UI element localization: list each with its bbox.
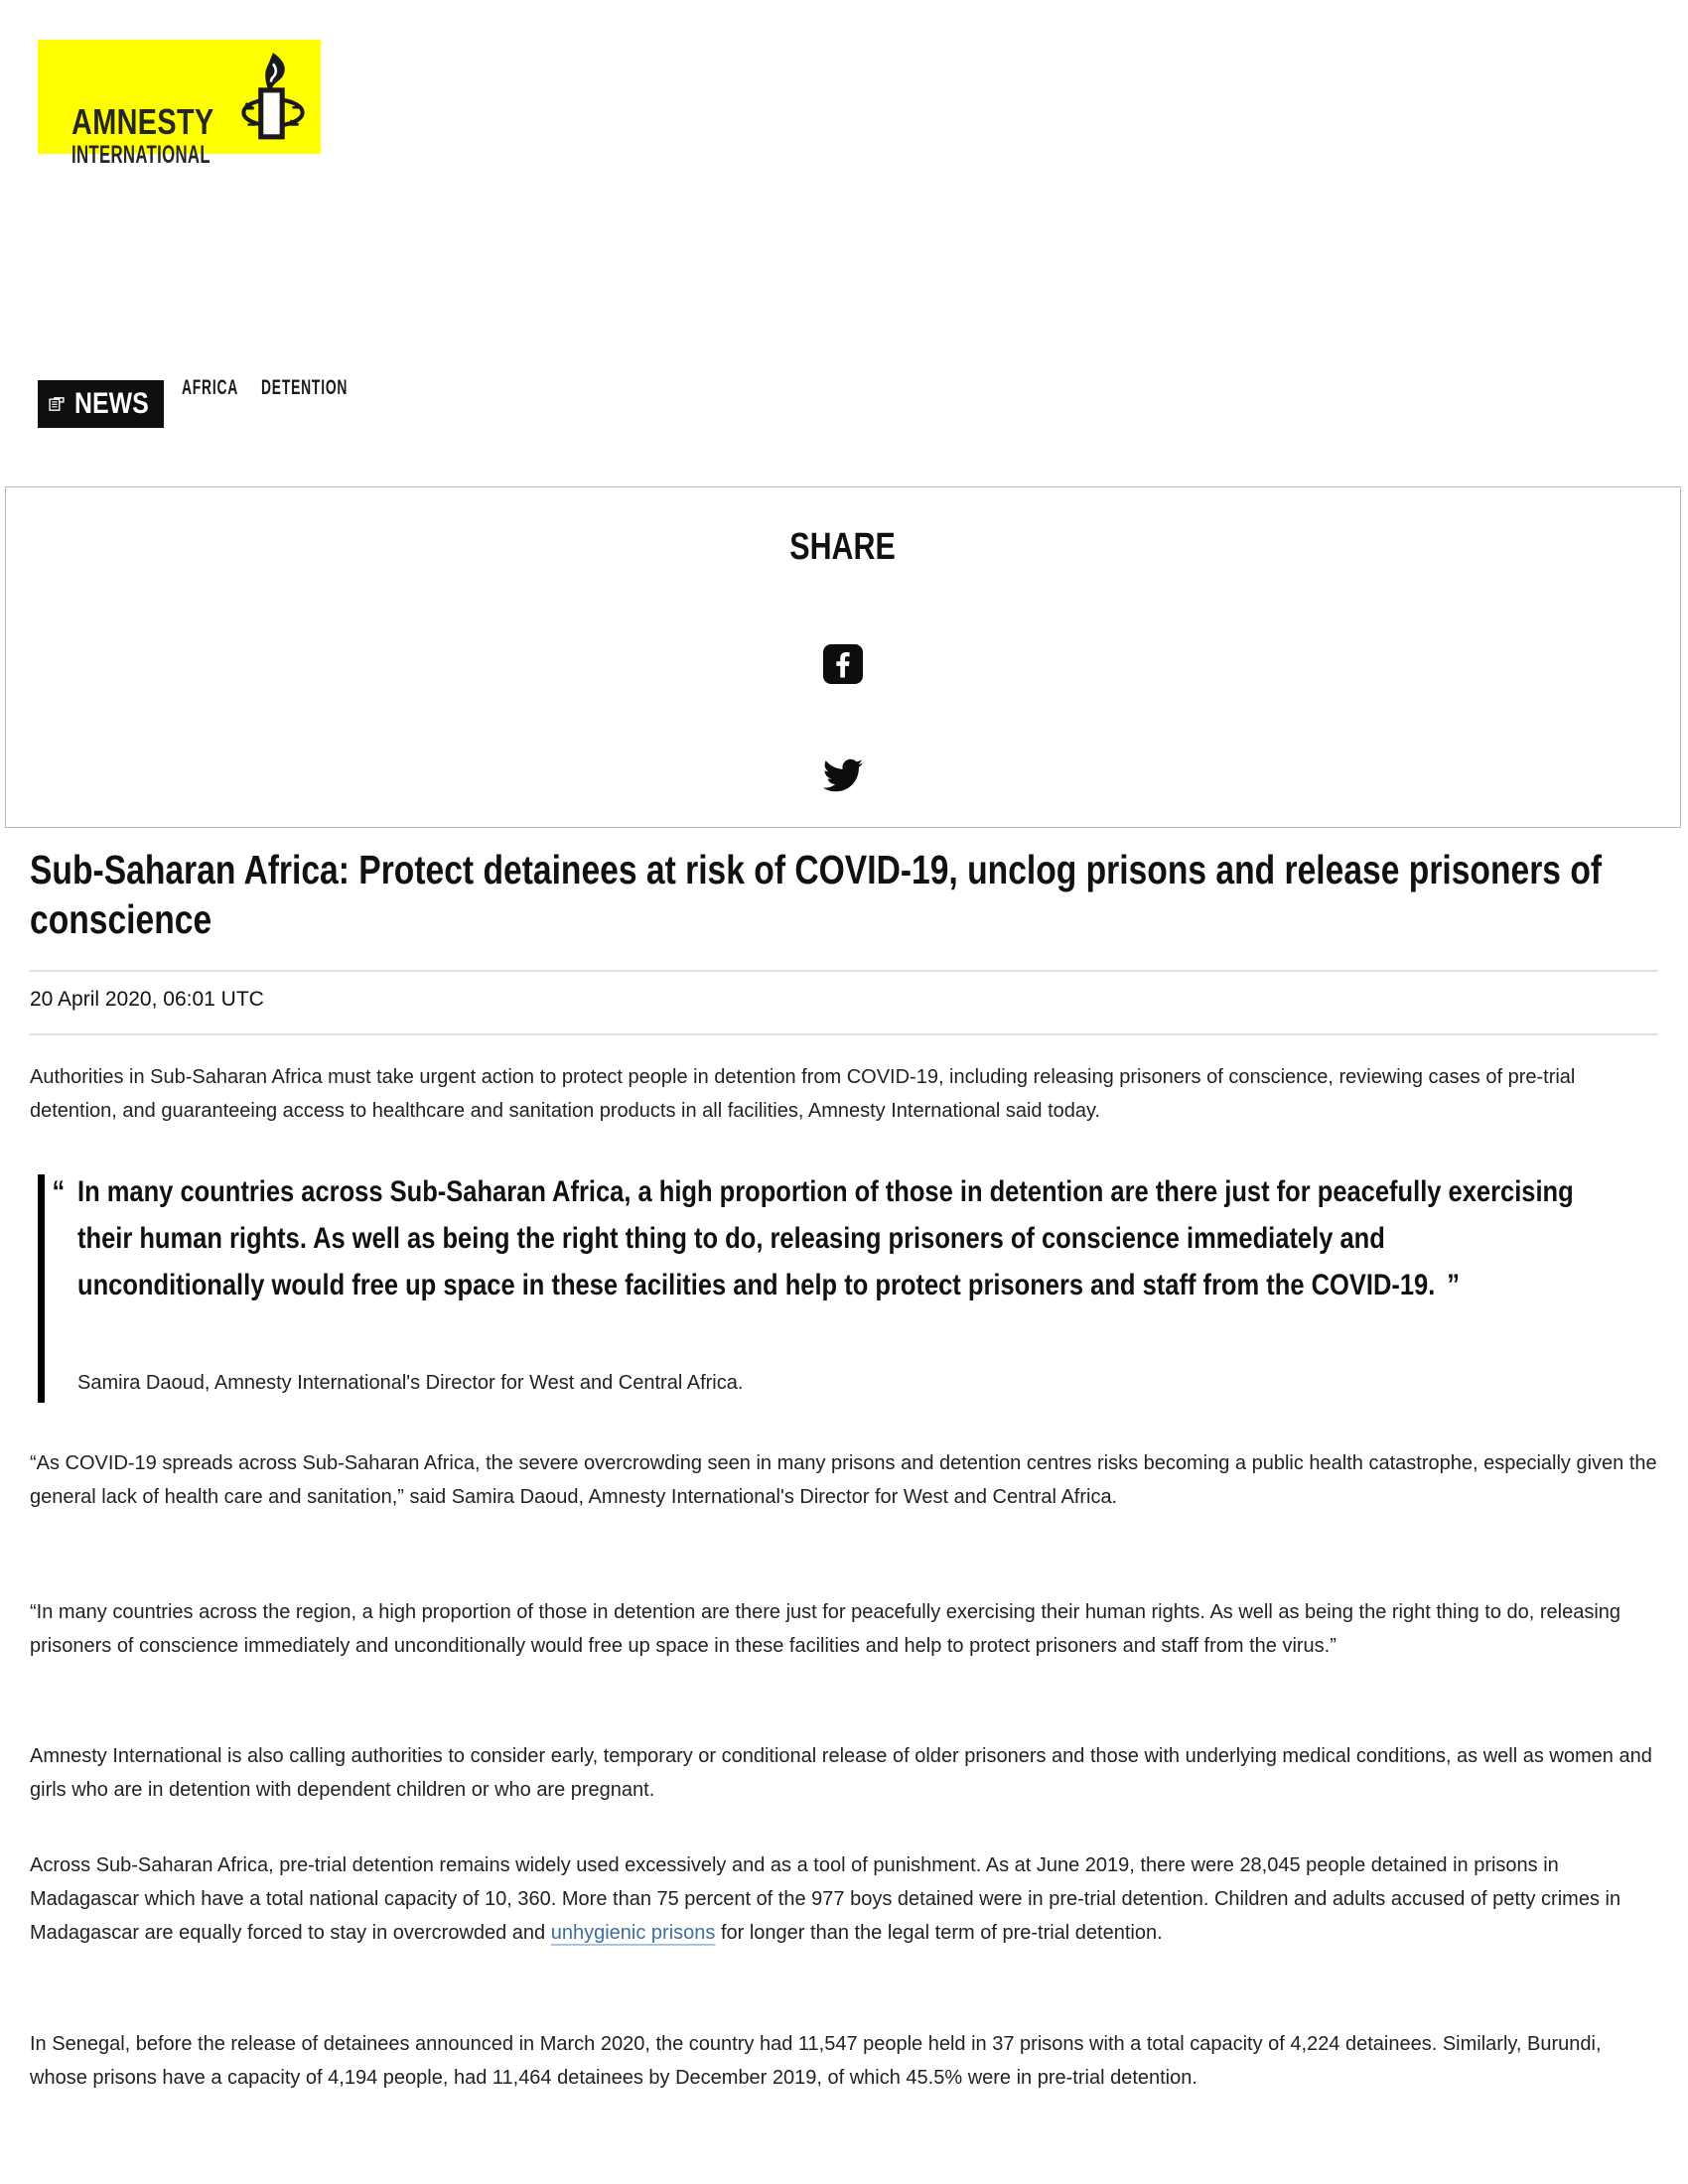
news-badge[interactable]: [38, 380, 164, 428]
body-paragraph: “In many countries across the region, a high proportion of those in detention are there just for peacefully exercising their human rights. As well as being the right thing to do, releasing prisoners of conscience immediately and unconditionally would free up space in these facilities and help to protect prisoners and staff from the virus.”: [30, 1601, 1621, 1657]
body-paragraph: In Senegal, before the release of detainees announced in March 2020, the country had 11,547 people held in 37 prisons with a total capacity of 4,224 detainees. Similarly, Burundi, whose prisons have a capacity of 4,194 people, had 11,464 detainees by December 2019, of which 45.5% were in pre-trial detention.: [30, 2033, 1602, 2089]
publish-date: 20 April 2020, 06:01 UTC: [30, 988, 264, 1011]
article-title: Sub-Saharan Africa: Protect detainees at risk of COVID-19, unclog prisons and release prisoners of conscience: [30, 847, 1603, 942]
tag-detention[interactable]: DETENTION: [261, 376, 349, 399]
candle-barbed-wire-icon: [239, 50, 307, 145]
quote-attribution: Samira Daoud, Amnesty International's Director for West and Central Africa.: [77, 1372, 744, 1394]
news-badge-label: NEWS: [74, 387, 149, 420]
body-paragraph: [30, 1848, 1658, 1950]
article-title-block: [30, 845, 1658, 944]
share-panel: [5, 486, 1681, 828]
twitter-share-button[interactable]: [820, 755, 866, 795]
divider-bottom: [30, 1033, 1658, 1035]
body-paragraph: “As COVID-19 spreads across Sub-Saharan Africa, the severe overcrowding seen in many prisons and detention centres risks becoming a public health catastrophe, especially given the general lack of health care and sanitation,” said Samira Daoud, Amnesty International's Director for West and Central Africa.: [30, 1452, 1657, 1508]
amnesty-logo-line1: AMNESTY: [71, 101, 214, 142]
amnesty-logo[interactable]: [38, 40, 321, 169]
body-text: for longer than the legal term of pre-trial detention.: [715, 1922, 1163, 1944]
facebook-share-button[interactable]: [823, 644, 863, 684]
newspaper-icon: [48, 390, 66, 418]
twitter-icon: [820, 755, 866, 795]
close-quote-mark: ”: [1447, 1269, 1460, 1301]
facebook-icon: [826, 647, 860, 681]
tag-africa[interactable]: AFRICA: [182, 376, 239, 399]
share-heading: SHARE: [789, 526, 897, 568]
pull-quote-text: In many countries across Sub-Saharan Africa, a high proportion of those in detention are there just for peacefully exercising their human rights. As well as being the right thing to do, releasing prisoners of conscience immediately and unconditionally would free up space in these facilities and help to protect prisoners and staff from the COVID-19.: [77, 1175, 1574, 1301]
share-heading-row: [6, 526, 1680, 569]
quote-bar: [38, 1174, 45, 1403]
divider-top: [30, 970, 1658, 972]
open-quote-mark: “: [52, 1175, 66, 1208]
intro-paragraph: Authorities in Sub-Saharan Africa must take urgent action to protect people in detention from COVID-19, including releasing prisoners of conscience, reviewing cases of pre-trial detention, and guaranteeing access to healthcare and sanitation products in all facilities, Amnesty International said today.: [30, 1066, 1576, 1122]
body-text: Across Sub-Saharan Africa, pre-trial detention remains widely used excessively and as a tool of punishment. As at June 2019, there were 28,045 people detained in prisons in Madagascar which have a total national capacity of 10, 360. More than 75 percent of the 977 boys detained were in pre-trial detention. Children and adults accused of petty crimes in Madagascar are equally forced to stay in overcrowded and: [30, 1854, 1621, 1944]
pull-quote: [52, 1168, 1658, 1308]
unhygienic-prisons-link[interactable]: unhygienic prisons: [550, 1922, 716, 1944]
body-paragraph: Amnesty International is also calling authorities to consider early, temporary or conditional release of older prisoners and those with underlying medical conditions, as well as women and girls who are in detention with dependent children or who are pregnant.: [30, 1745, 1652, 1801]
amnesty-logo-line2: INTERNATIONAL: [71, 141, 211, 169]
